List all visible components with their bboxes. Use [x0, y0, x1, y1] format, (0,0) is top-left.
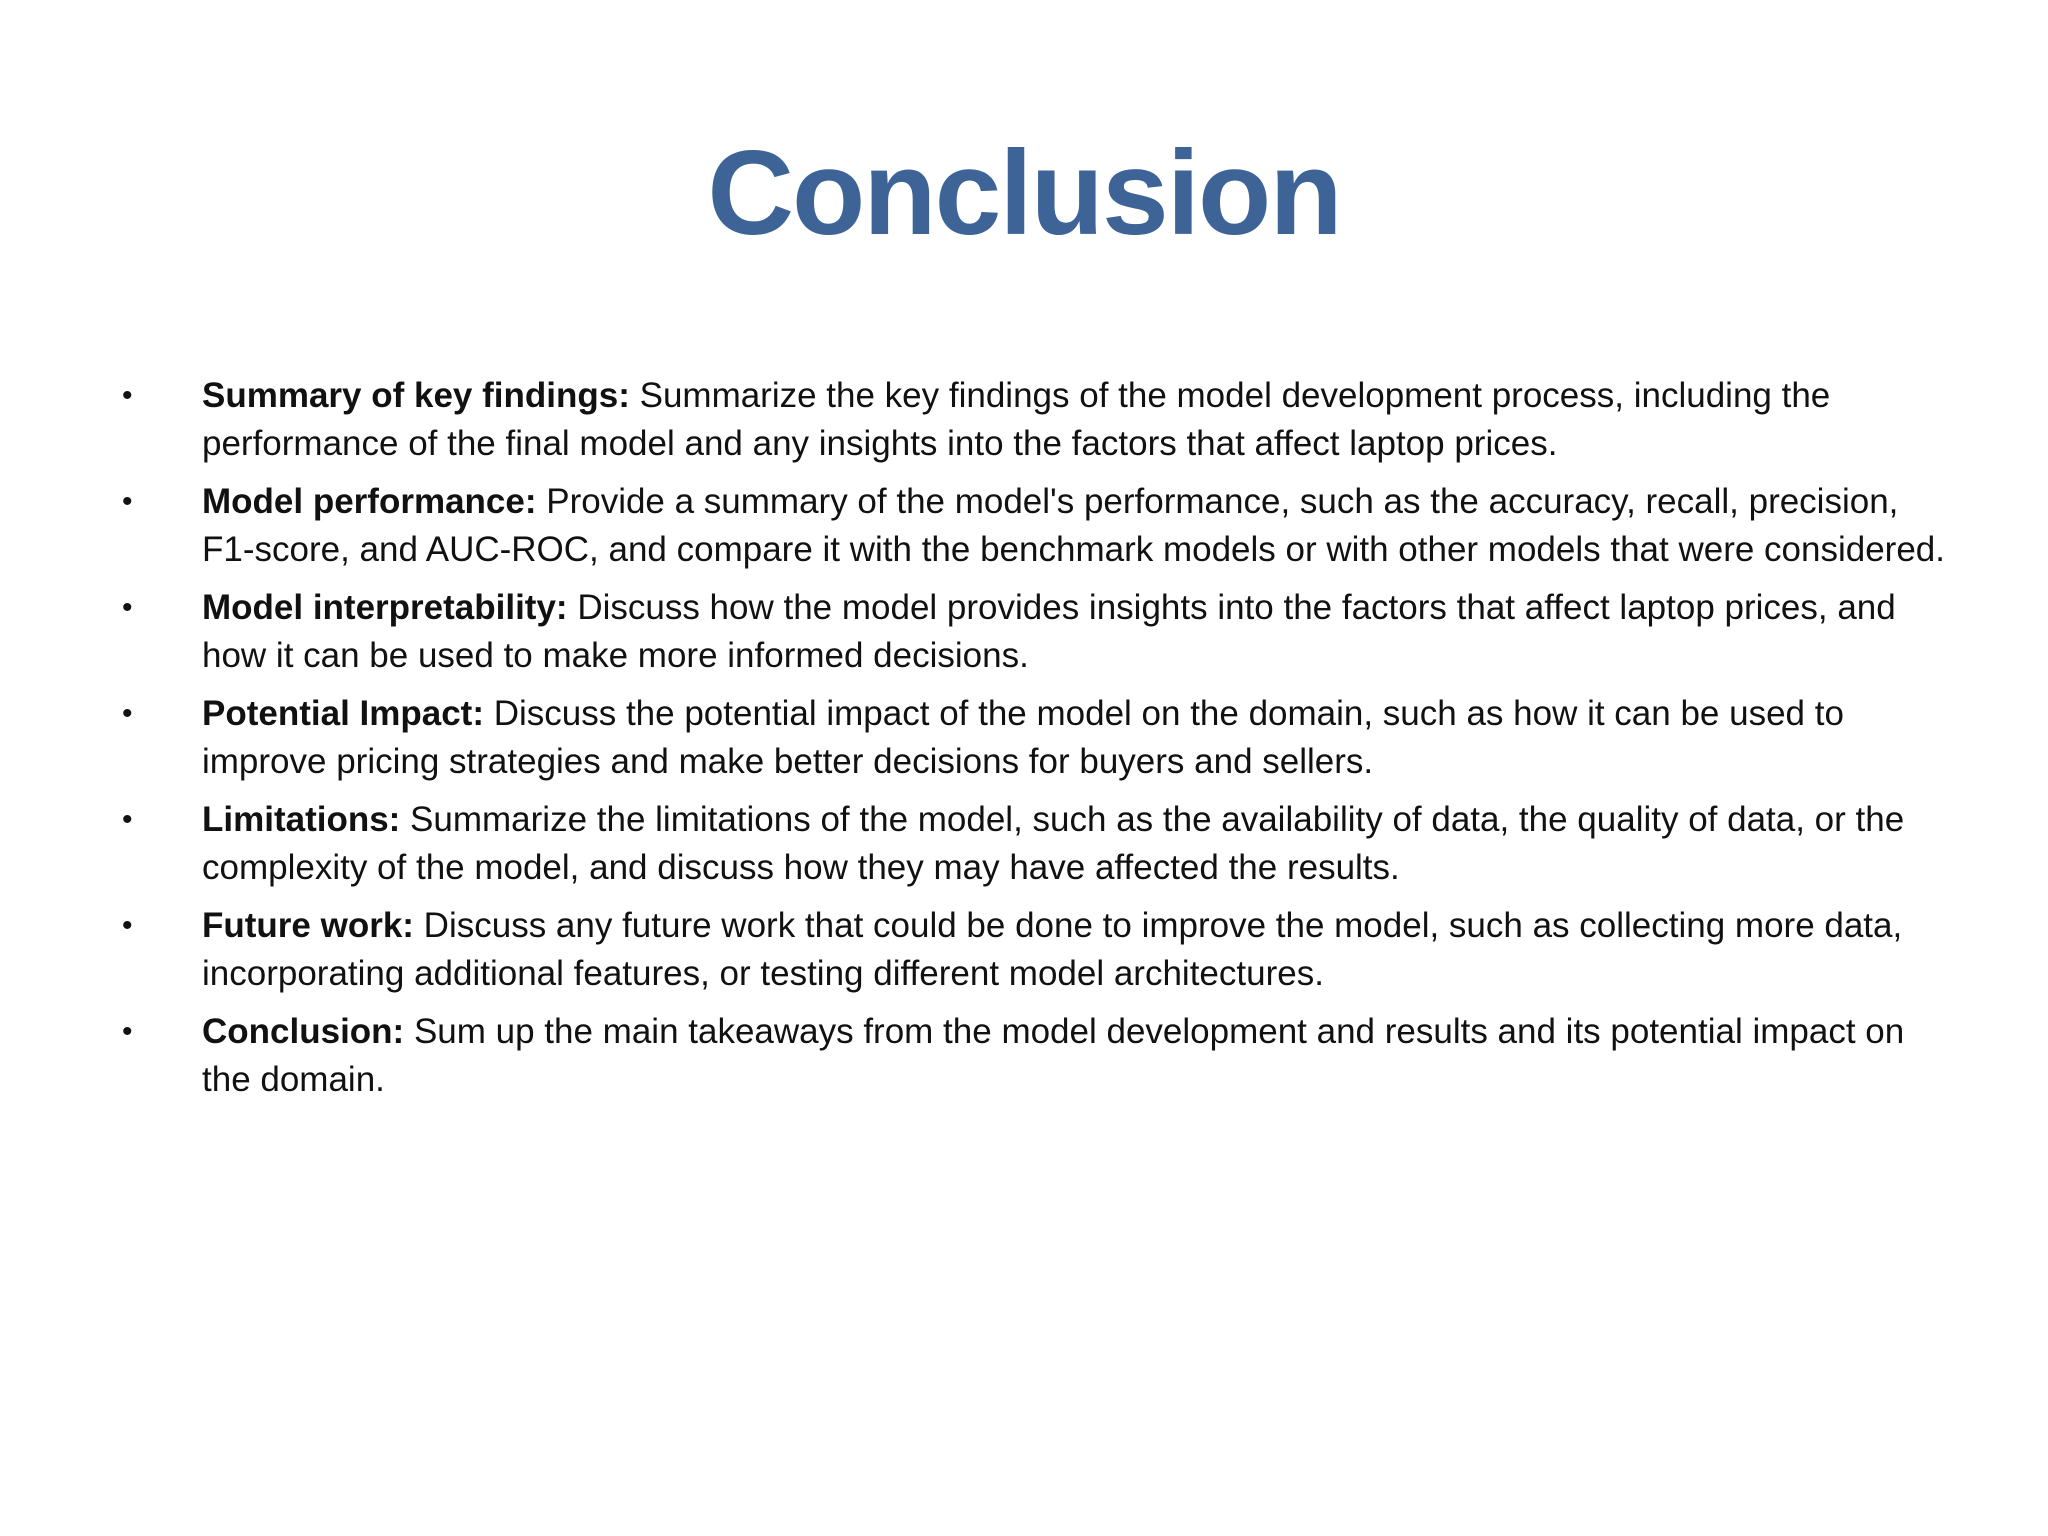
bullet-item-model-interpretability: [122, 584, 1952, 680]
bullet-term: Conclusion:: [202, 1012, 405, 1051]
bullet-icon: •: [122, 697, 133, 730]
bullet-term: Potential Impact:: [202, 694, 484, 733]
bullet-icon: •: [122, 485, 133, 518]
bullet-term: Summary of key findings:: [202, 376, 630, 415]
bullet-text: Provide a summary of the model's performance, such as the accuracy, recall, precision, F1-score, and AUC-ROC, and compare it with the benchmark models or with other models that were considered.: [202, 482, 1945, 569]
bullet-icon: •: [122, 1015, 133, 1048]
bullet-text: Sum up the main takeaways from the model development and results and its potential impact on the domain.: [202, 1012, 1905, 1099]
bullet-list: [122, 372, 1952, 1114]
bullet-text: Discuss any future work that could be done to improve the model, such as collecting more data, incorporating additional features, or testing different model architectures.: [202, 906, 1903, 993]
bullet-item-limitations: [122, 796, 1952, 892]
bullet-item-future-work: [122, 902, 1952, 998]
bullet-item-conclusion: [122, 1008, 1952, 1104]
bullet-term: Future work:: [202, 906, 414, 945]
slide-title: Conclusion: [707, 126, 1341, 260]
bullet-item-model-performance: [122, 478, 1952, 574]
bullet-icon: •: [122, 379, 133, 412]
bullet-term: Model performance:: [202, 482, 537, 521]
bullet-icon: •: [122, 591, 133, 624]
bullet-item-potential-impact: [122, 690, 1952, 786]
bullet-term: Model interpretability:: [202, 588, 568, 627]
bullet-icon: •: [122, 909, 133, 942]
bullet-text: Discuss how the model provides insights into the factors that affect laptop prices, and how it can be used to make more informed decisions.: [202, 588, 1896, 675]
bullet-text: Discuss the potential impact of the model on the domain, such as how it can be used to improve pricing strategies and make better decisions for buyers and sellers.: [202, 694, 1844, 781]
bullet-term: Limitations:: [202, 800, 401, 839]
bullet-text: Summarize the limitations of the model, such as the availability of data, the quality of data, or the complexity of the model, and discuss how they may have affected the results.: [202, 800, 1905, 887]
bullet-text: Summarize the key findings of the model development process, including the performance of the final model and any insights into the factors that affect laptop prices.: [202, 376, 1831, 463]
bullet-icon: •: [122, 803, 133, 836]
bullet-item-key-findings: [122, 372, 1952, 468]
